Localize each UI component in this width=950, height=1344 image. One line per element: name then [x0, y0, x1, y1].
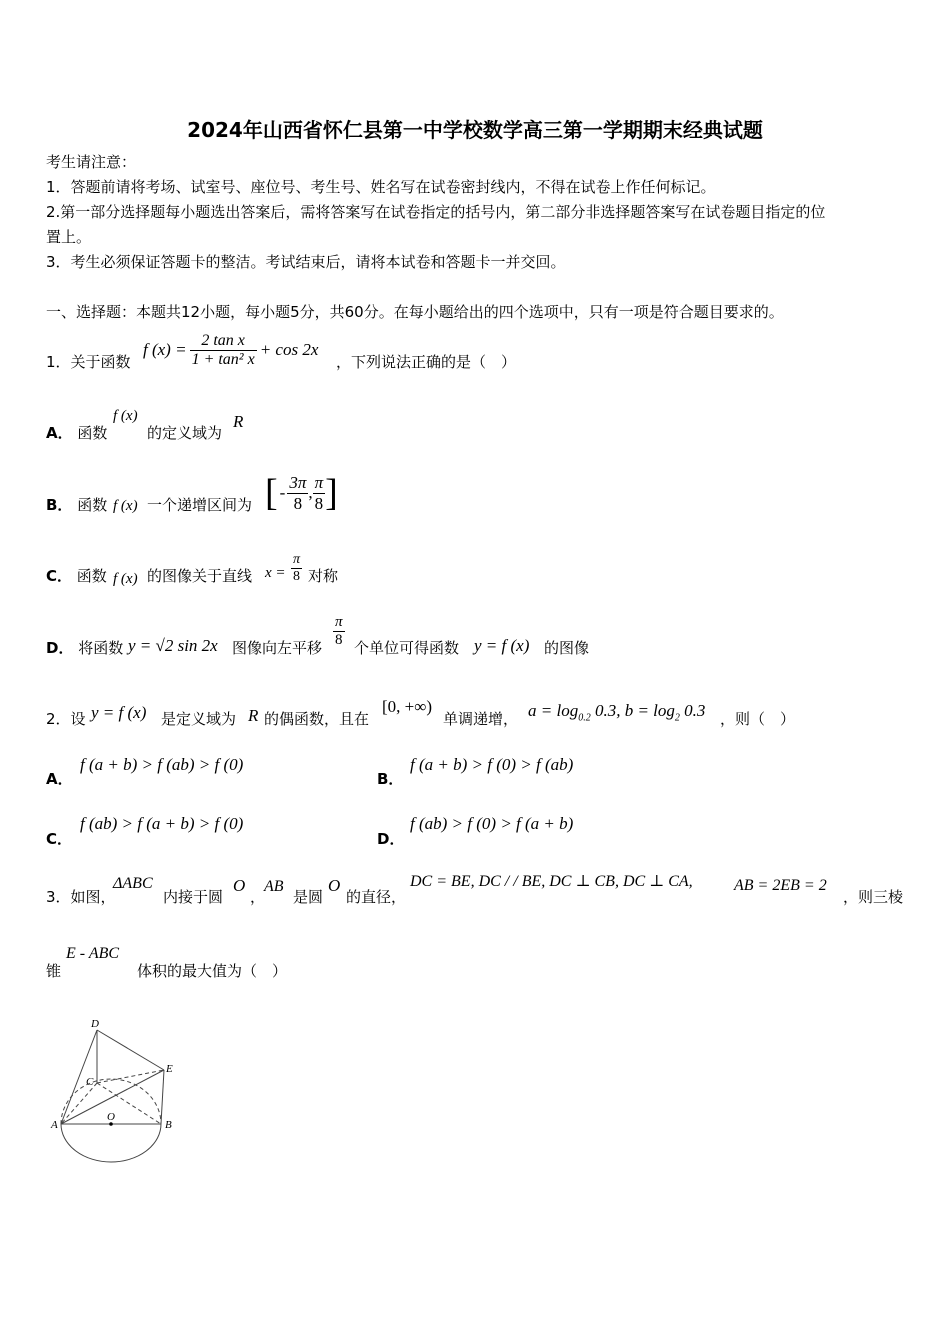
q2-math1: y = f (x): [91, 703, 147, 722]
q1-b-interval: [265, 468, 338, 518]
q2-text3: 单调递增，: [443, 710, 519, 728]
q3-line2-math: E - ABC: [66, 945, 120, 962]
q1-c-fraction: [291, 552, 302, 585]
q1-b-frac1: [287, 473, 308, 514]
q1-c-text3: 对称: [308, 567, 339, 585]
label-b: B: [165, 1119, 172, 1131]
q3-math1: ΔABC: [113, 875, 153, 892]
q1-d-label: D．: [46, 639, 74, 657]
q1-d-text1: 将函数: [78, 639, 124, 657]
q1-d-fraction: [333, 614, 345, 649]
q3-figure: [40, 1010, 190, 1170]
q2-d-math: f (ab) > f (0) > f (a + b): [410, 814, 574, 833]
comma: ,: [308, 483, 313, 502]
page-title: 2024年山西省怀仁县第一中学校数学高三第一学期期末经典试题: [187, 118, 763, 142]
q2-log-b-base: 2: [674, 712, 680, 724]
q1-d-num: π: [335, 614, 343, 630]
q3-text3: 是圆: [293, 888, 324, 906]
q1-b-num2: π: [314, 472, 324, 492]
q1-option-b: [46, 495, 107, 515]
q1-b-den1: 8: [293, 493, 303, 513]
minus-sign: -: [279, 483, 286, 502]
notice-heading: 考生请注意：: [46, 153, 137, 171]
q1-a-math1: f (x): [113, 408, 138, 424]
q3-text1: 内接于圆: [163, 888, 224, 906]
label-c: C: [86, 1076, 94, 1088]
q1-b-text1: 函数: [77, 496, 108, 514]
q2-b-math: f (a + b) > f (0) > f (ab): [410, 755, 574, 774]
q1-d-den: 8: [333, 631, 345, 649]
q1-c-frac: [291, 552, 302, 585]
q1-f-rhs: + cos 2x: [259, 340, 319, 359]
q1-option-d: [46, 638, 123, 658]
q3-text2: ，: [250, 888, 266, 906]
q2-d-label: D．: [377, 830, 405, 848]
q1-b-text2: 一个递增区间为: [147, 496, 253, 514]
q2-c-math: f (ab) > f (a + b) > f (0): [80, 814, 244, 833]
q2-log-b-arg: 0.3: [679, 701, 706, 720]
q1-prefix: 1．关于函数: [46, 353, 131, 371]
label-d: D: [91, 1018, 99, 1030]
q3-math6: AB = 2EB = 2: [734, 877, 827, 894]
segment-de: [97, 1030, 164, 1070]
q1-option-c: [46, 566, 107, 586]
q3-math2: O: [233, 876, 246, 895]
q1-c-math1: f (x): [113, 571, 138, 587]
q3-math5: DC = BE, DC / / BE, DC ⊥ CB, DC ⊥ CA,: [410, 873, 693, 890]
notice-item-2-line-1: 2.第一部分选择题每小题选出答案后，需将答案写在试卷指定的括号内，第二部分非选择题答案写在试卷题目指定的位: [46, 203, 826, 221]
q2-a-label: A．: [46, 770, 73, 788]
q1-c-text2: 的图像关于直线: [147, 567, 253, 585]
q3-math3: AB: [264, 878, 284, 895]
q1-d-math1: y = √2 sin 2x: [128, 636, 218, 655]
segment-eb: [161, 1070, 164, 1124]
q1-fraction: [190, 332, 257, 369]
q3-text5: ，则三棱: [843, 888, 904, 906]
q2-math3: [0, +∞): [382, 697, 433, 716]
q1-d-text4: 的图像: [544, 639, 590, 657]
q1-c-num: π: [293, 552, 301, 567]
q3-prefix: 3．如图，: [46, 888, 116, 906]
q2-log-a-base: 0.2: [578, 712, 591, 724]
q1-b-den2: 8: [314, 493, 324, 513]
q1-a-label: A．: [46, 424, 73, 442]
q3-line2-text2: 体积的最大值为（ ）: [137, 962, 288, 980]
q1-f-lhs: f (x) =: [143, 340, 187, 359]
q2-log-b: 0.3, b = log: [590, 701, 675, 720]
left-bracket: [: [265, 472, 278, 514]
label-e: E: [166, 1063, 173, 1075]
q1-d-text2: 图像向左平移: [232, 639, 323, 657]
q2-text2: 的偶函数，且在: [264, 710, 370, 728]
q1-d-text3: 个单位可得函数: [354, 639, 460, 657]
q2-text4: ，则（ ）: [720, 710, 796, 728]
q1-a-text2: 的定义域为: [147, 424, 223, 442]
q3-text4: 的直径，: [346, 888, 407, 906]
q1-option-a: [46, 423, 107, 443]
q1-c-den: 8: [293, 569, 300, 584]
q1-c-text1: 函数: [76, 567, 107, 585]
q1-c-label: C．: [46, 567, 73, 585]
q3-line2-text1: 锥: [46, 962, 62, 980]
q1-b-frac2: [313, 473, 326, 514]
q1-a-math2: R: [233, 412, 244, 431]
label-a: A: [51, 1119, 58, 1131]
q2-text1: 是定义域为: [161, 710, 237, 728]
segment-ce: [97, 1070, 164, 1083]
q1-d-frac: [333, 614, 345, 649]
q1-frac-num: 2 tan x: [190, 332, 257, 351]
q1-b-num1: 3π: [289, 472, 307, 492]
notice-item-2-line-2: 置上。: [46, 228, 92, 246]
q1-formula: [143, 325, 318, 375]
right-bracket: ]: [325, 472, 338, 514]
q1-c-math2: x =: [265, 565, 286, 581]
q1-suffix: ，下列说法正确的是（ ）: [336, 353, 517, 371]
section-heading: 一、选择题：本题共12小题，每小题5分，共60分。在每小题给出的四个选项中，只有一项是符合题目要求的。: [46, 303, 784, 321]
q2-c-label: C．: [46, 830, 73, 848]
q3-math4: O: [328, 876, 341, 895]
circle-lower-arc: [61, 1124, 161, 1162]
figure-lines: [61, 1030, 164, 1162]
q2-math2: R: [248, 706, 259, 725]
label-o: O: [107, 1111, 115, 1123]
notice-item-1: 1．答题前请将考场、试室号、座位号、考生号、姓名写在试卷密封线内，不得在试卷上作任何标记。: [46, 178, 716, 196]
q1-a-text1: 函数: [77, 424, 108, 442]
q1-b-math1: f (x): [113, 498, 138, 514]
q2-math4: [528, 701, 705, 723]
notice-item-3: 3．考生必须保证答题卡的整洁。考试结束后，请将本试卷和答题卡一并交回。: [46, 253, 566, 271]
q1-d-math2: y = f (x): [474, 636, 530, 655]
q2-log-a: a = log: [528, 701, 579, 720]
q1-frac-den: 1 + tan² x: [191, 350, 255, 368]
q2-b-label: B．: [377, 770, 404, 788]
q2-a-math: f (a + b) > f (ab) > f (0): [80, 755, 244, 774]
q2-prefix: 2．设: [46, 710, 86, 728]
q1-b-label: B．: [46, 496, 73, 514]
